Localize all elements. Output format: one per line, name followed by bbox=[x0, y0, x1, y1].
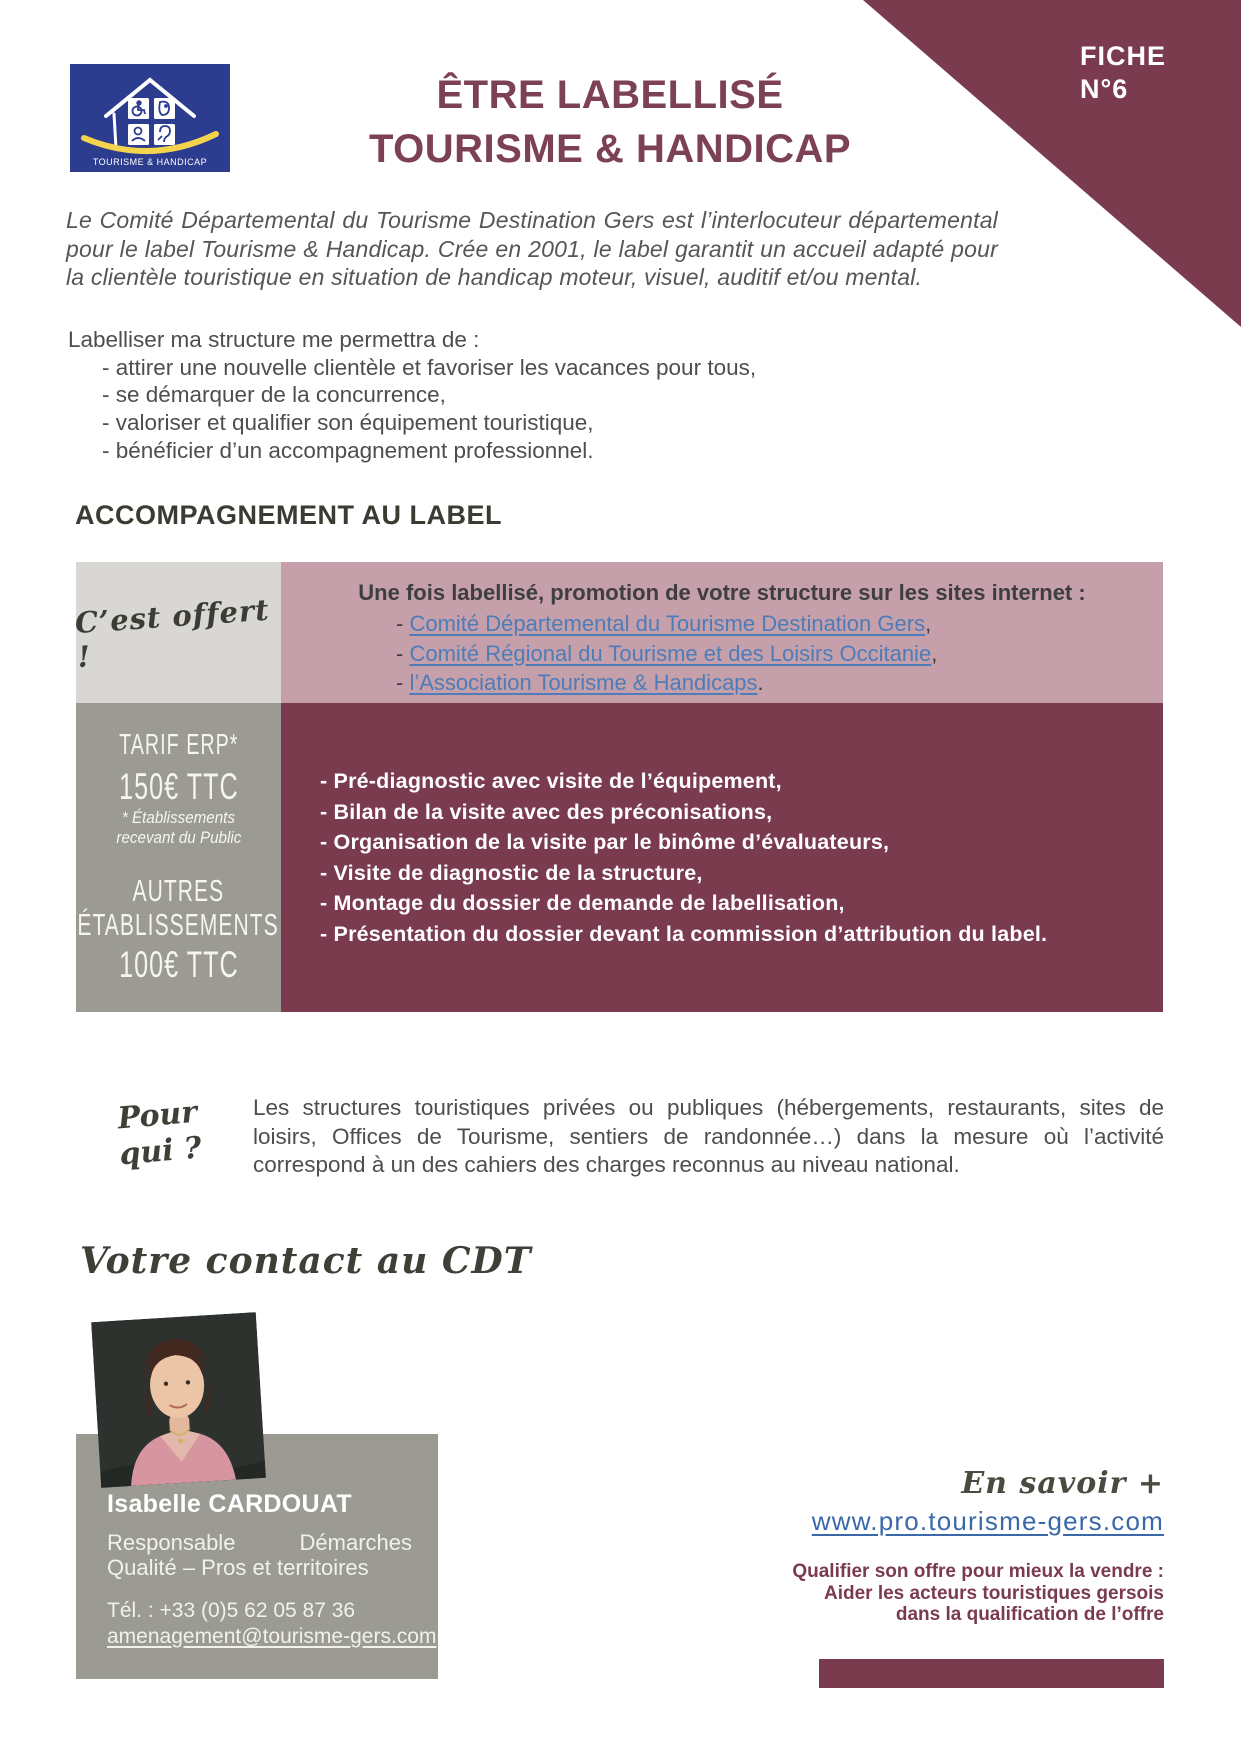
contact-role: Responsable Démarches Qualité – Pros et territoires bbox=[107, 1530, 412, 1580]
tagline-line1: Qualifier son offre pour mieux la vendre : bbox=[792, 1561, 1164, 1582]
pour-qui-paragraph: Les structures touristiques privées ou publiques (hébergements, restaurants, sites de loisirs, Offices de Tourisme, sentiers de randonnée…) dans la mesure où l’activité correspond à un des cahiers des charges reconnus au niveau national. bbox=[253, 1095, 1164, 1178]
benefits-list-item: - bénéficier d’un accompagnement professionnel. bbox=[102, 437, 594, 463]
bottom-accent-bar bbox=[819, 1659, 1164, 1688]
pour-qui-label-line1: Pour bbox=[116, 1094, 199, 1137]
intro-paragraph: Le Comité Départemental du Tourisme Destination Gers est l’interlocuteur départemental pour le label Tourisme & Handicap. Crée en 2001, le label garantit un accueil adapté pour la clientèle touristique en situation de handicap moteur, visuel, auditif et/ou mental. bbox=[66, 207, 998, 290]
link-dash: - bbox=[396, 611, 410, 636]
promotion-site-link[interactable]: Comité Départemental du Tourisme Destination Gers bbox=[409, 611, 926, 636]
accompagnement-step: - Bilan de la visite avec des préconisations, bbox=[320, 799, 773, 824]
contact-email-link[interactable]: amenagement@tourisme-gers.com bbox=[107, 1625, 437, 1648]
more-info-block bbox=[792, 1466, 1164, 1626]
tarif-cell bbox=[76, 703, 281, 1012]
benefits-block bbox=[68, 326, 928, 465]
tagline-line3: dans la qualification de l’offre bbox=[895, 1604, 1164, 1625]
page-title-line1: ÊTRE LABELLISÉ bbox=[436, 73, 784, 117]
table-row-offert bbox=[73, 562, 1163, 703]
offert-link-line bbox=[396, 639, 1163, 669]
tarif-autres-line1: AUTRES bbox=[132, 873, 225, 908]
promotion-site-link[interactable]: l’Association Tourisme & Handicaps bbox=[409, 670, 758, 695]
contact-photo bbox=[91, 1312, 266, 1488]
logo-caption: TOURISME & HANDICAP bbox=[92, 157, 208, 167]
link-suffix: . bbox=[757, 670, 764, 695]
benefits-list bbox=[68, 354, 928, 465]
accompagnement-step: - Présentation du dossier devant la commission d’attribution du label. bbox=[320, 921, 1048, 946]
offert-content-cell bbox=[281, 562, 1163, 703]
offert-label-cell bbox=[73, 562, 281, 703]
offert-link-line bbox=[396, 609, 1163, 639]
contact-name: Isabelle CARDOUAT bbox=[107, 1490, 352, 1518]
tarif-erp-note-line1: * Établissements bbox=[121, 809, 236, 827]
fiche-label: FICHE bbox=[1080, 41, 1166, 71]
link-dash: - bbox=[396, 670, 410, 695]
pro-website-link[interactable]: www.pro.tourisme-gers.com bbox=[811, 1506, 1164, 1536]
portrait-photo-image bbox=[91, 1312, 266, 1488]
more-info-heading: En savoir + bbox=[961, 1466, 1164, 1501]
offert-intro: Une fois labellisé, promotion de votre structure sur les sites internet : bbox=[358, 580, 1086, 605]
contact-heading: Votre contact au CDT bbox=[80, 1240, 532, 1282]
tourisme-handicap-logo-image bbox=[70, 64, 230, 172]
link-suffix: , bbox=[925, 611, 932, 636]
link-suffix: , bbox=[931, 640, 938, 666]
tarif-erp-price: 150€ TTC bbox=[118, 766, 239, 807]
steps-cell bbox=[281, 703, 1163, 1012]
fiche-number-block bbox=[1080, 40, 1166, 106]
accompagnement-table bbox=[73, 562, 1163, 1012]
pour-qui-label bbox=[101, 1093, 217, 1174]
promotion-site-link[interactable]: Comité Régional du Tourisme et des Loisirs Occitanie bbox=[409, 640, 932, 666]
tarif-autres-line2: ÉTABLISSEMENTS bbox=[77, 907, 280, 942]
tarif-autres-price: 100€ TTC bbox=[118, 944, 239, 985]
benefits-list-item: - se démarquer de la concurrence, bbox=[102, 382, 446, 408]
accompagnement-step: - Visite de diagnostic de la structure, bbox=[320, 860, 703, 885]
fiche-number: N°6 bbox=[1080, 74, 1129, 104]
accompagnement-step: - Pré-diagnostic avec visite de l’équipement, bbox=[320, 769, 782, 793]
tarif-erp-note-line2: recevant du Public bbox=[116, 828, 241, 847]
table-row-tarifs bbox=[76, 703, 1163, 1012]
section-heading: ACCOMPAGNEMENT AU LABEL bbox=[75, 500, 502, 530]
more-info-tagline bbox=[792, 1561, 1164, 1626]
accompagnement-step: - Montage du dossier de demande de labellisation, bbox=[320, 891, 845, 915]
tourisme-handicap-logo bbox=[70, 64, 230, 172]
contact-phone: Tél. : +33 (0)5 62 05 87 36 bbox=[107, 1599, 356, 1622]
offert-label: C’est offert ! bbox=[73, 592, 271, 674]
offert-links bbox=[281, 609, 1163, 698]
accompagnement-step: - Organisation de la visite par le binôme d’évaluateurs, bbox=[320, 830, 890, 854]
tagline-line2: Aider les acteurs touristiques gersois bbox=[823, 1582, 1164, 1604]
benefits-list-item: - valoriser et qualifier son équipement touristique, bbox=[102, 410, 594, 436]
tarif-erp-title: TARIF ERP* bbox=[118, 729, 239, 761]
pour-qui-label-line2: qui ? bbox=[118, 1130, 204, 1173]
page-title-line2: TOURISME & HANDICAP bbox=[368, 127, 852, 171]
offert-link-line bbox=[396, 668, 1163, 698]
page-title bbox=[240, 68, 980, 176]
benefits-lead: Labelliser ma structure me permettra de : bbox=[68, 327, 480, 352]
benefits-list-item: - attirer une nouvelle clientèle et favoriser les vacances pour tous, bbox=[102, 354, 757, 380]
link-dash: - bbox=[396, 640, 410, 666]
